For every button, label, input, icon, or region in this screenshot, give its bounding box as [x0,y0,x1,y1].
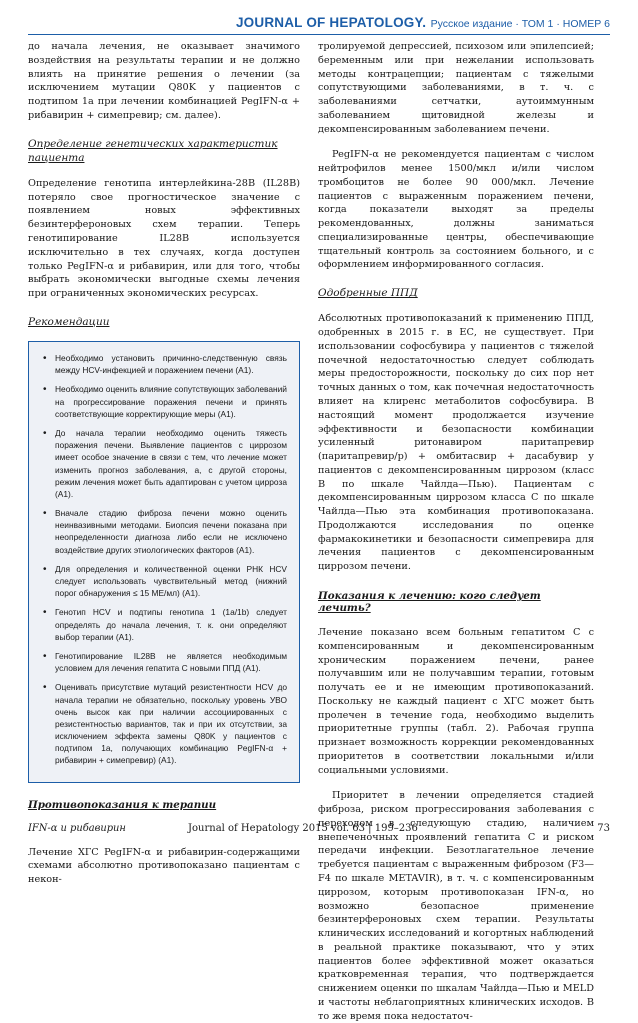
recommendations-list [41,352,287,767]
section-heading-genetics: Определение генетических характеристик пациента [28,137,278,164]
footer-citation: Journal of Hepatology 2015 vol. 63 | 199–236 [188,823,418,834]
header-divider [28,34,610,35]
recommendation-item: • Оценивать присутствие мутаций резистентности HCV до начала терапии не обязательно, поскольку уровень УВО очень высок как при наличии ассоциированных с резистентностью вариантов, так и при их отсутствии, за исключением эффекта замены Q80K у пациентов с подтипом 1a, получающих комбинацию PegIFN-α + рибавирин + симепревир) (A1). [55,681,287,766]
recommendation-item: • До начала терапии необходимо оценить тяжесть поражения печени. Выявление пациентов с циррозом имеет особое значение в связи с тем, что лечение может изменить прогноз заболевания, а, с другой стороны, режим лечения может быть адаптирован с учетом цирроза (A1). [55,427,287,500]
paragraph: Абсолютных противопоказаний к применению ППД, одобренных в 2015 г. в ЕС, не существует. При использовании софосбувира у пациентов с тяжелой почечной недостаточностью следует соблюдать меры предосторожности, поскольку до сих пор нет точных данных о том, как почечная недостаточность влияет на клиренс метаболитов софосбувира. В настоящий момент продолжается изучение эффективности и безопасности комбинации усиленный ритонавиром паритапревир (паритапревир/р) + омбитасвир + дасабувир у пациентов с декомпенсированным циррозом (класс В по шкале Чайлда—Пью). Пациентам с декомпенсированным циррозом класса С по шкале Чайлда—Пью эта комбинация противопоказана. Продолжаются исследования по оценке фармакокинетики и безопасности симепревира для лечения пациентов с декомпенсированным циррозом печени. [318,313,594,573]
page-number: 73 [597,823,610,834]
recommendation-item: • Вначале стадию фиброза печени можно оценить неинвазивными методами. Биопсия печени показана при неопределенности диагноза либо если не исключено воздействие других этиологических факторов (A1). [55,507,287,556]
section-heading-contraindications: Противопоказания к терапии [28,798,217,811]
recommendation-item: • Генотип HCV и подтипы генотипа 1 (1a/1b) следует определять до начала лечения, т. к. они определяют выбор терапии (A1). [55,606,287,643]
page-footer [28,823,610,839]
recommendation-item: • Необходимо установить причинно-следственную связь между HCV-инфекцией и поражением печени (A1). [55,352,287,376]
subheading-ifn-ribavirin: IFN-α и рибавирин [28,822,126,834]
recommendation-item: • Необходимо оценить влияние сопутствующих заболеваний на прогрессирование поражения печени и принять соответствующие корректирующие меры (A1). [55,383,287,420]
recommendation-item: • Для определения и количественной оценки РНК HCV следует использовать чувствительный метод (нижний порог обнаружения ≤ 15 МЕ/мл) (A1). [55,563,287,600]
left-column [28,40,300,899]
journal-edition: Русское издание · ТОМ 1 · НОМЕР 6 [430,18,610,30]
recommendation-item: • Генотипирование IL28B не является необходимым условием для лечения гепатита С новыми ППД (A1). [55,650,287,674]
recommendations-box [28,341,300,783]
section-heading-recommendations: Рекомендации [28,315,110,328]
paragraph: тролируемой депрессией, психозом или эпилепсией; беременным или при нежелании использовать методы контрацепции; пациентам с тяжелыми сопутствующими заболеваниями, в т. ч. с заболеваниями сетчатки, аутоиммунным заболеванием щитовидной железы и декомпенсированным заболеванием печени. [318,41,594,135]
paragraph: до начала лечения, не оказывает значимого воздействия на результаты терапии и не должно влиять на принятие решения о лечении (за исключением мутации Q80K у пациентов с подтипом 1a при лечении комбинацией PegIFN-α + рибавирин + симепревир; см. далее). [28,41,300,121]
paragraph: Лечение ХГС PegIFN-α и рибавирин-содержащими схемами абсолютно противопоказано пациентам с некон- [28,846,300,886]
section-heading-indications: Показания к лечению: кого следует лечить? [318,589,541,614]
paragraph: PegIFN-α не рекомендуется пациентам с числом нейтрофилов менее 1500/мкл и/или числом тромбоцитов не более 90 000/мкл. Лечение пациентов с выраженным поражением печени, когда показатели выходят за пределы рекомендованных, должны заниматься специализированные центры, обеспечивающие тщательный контроль за состоянием больного, и с оформлением информированного согласия. [318,149,594,271]
paragraph: Приоритет в лечении определяется стадией фиброза, риском прогрессирования заболевания с переходом в следующую стадию, наличием внепеченочных проявлений гепатита С и риском передачи инфекции. Безотлагательное лечение требуется пациентам с выраженным фиброзом (F3—F4 по шкале METAVIR), в т. ч. с компенсированным циррозом, которым противопоказан IFN-α, но возможно безопасное применение безинтерфероновых схем терапии. Результаты клинических исследований и когортных наблюдений в реальной практике показывают, что у этих пациентов более эффективной может оказаться кратковременная терапия, что подтверждается снижением оценки по шкалам Чайлда—Пью и MELD и частоты неблагоприятных клинических исходов. В то же время пока недостаточ- [318,790,594,1022]
paragraph: Определение генотипа интерлейкина-28B (IL28B) потеряло свое прогностическое значение с появлением новых эффективных безинтерфероновых схем терапии. Теперь генотипирование IL28B используется исключительно в тех случаях, когда доступен только PegIFN-α и рибавирин, или для того, чтобы выбрать экономически выгодные схемы лечения при ограниченных экономических ресурсах. [28,177,300,300]
running-header [28,14,610,34]
journal-name: JOURNAL OF HEPATOLOGY. [235,15,427,30]
right-column [318,40,594,1023]
section-heading-approved-daa: Одобренные ППД [318,287,418,300]
paragraph: Лечение показано всем больным гепатитом С с компенсированным и декомпенсированным хроническим поражением печени, ранее получавшим или не получавшим терапии, готовым получать ее и не имеющим противопоказаний. Поскольку не каждый пациент с ХГС может быть пролечен в течение года, необходимо выделить приоритетные группы (табл. 2). Рабочая группа признает возможность коррекции рекомендованных приоритетов в соответствии локальными и/или социальными условиями. [318,626,594,776]
